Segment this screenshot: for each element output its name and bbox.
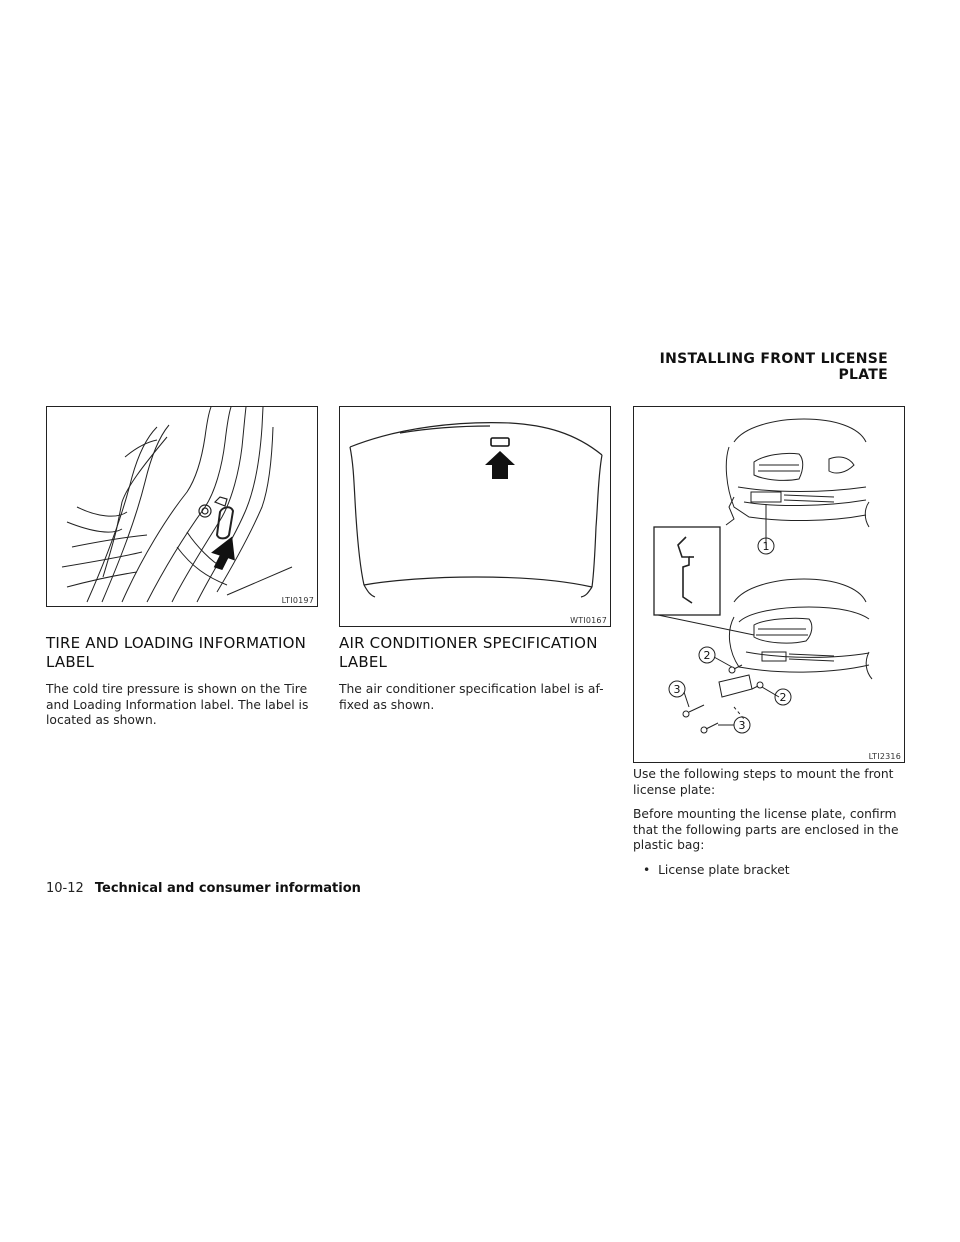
license-plate-section bbox=[633, 767, 909, 878]
callout-label: 2 bbox=[703, 649, 711, 662]
section-heading: LABEL bbox=[339, 653, 388, 671]
figure-code: LTI2316 bbox=[868, 752, 901, 761]
chapter-title: Technical and consumer information bbox=[94, 881, 361, 896]
section-title: INSTALLING FRONT LICENSE PLATE bbox=[659, 351, 888, 383]
body-text: Use the following steps to mount the front bbox=[633, 767, 894, 781]
callout-label: 3 bbox=[673, 683, 681, 696]
body-text: The cold tire pressure is shown on the Tire bbox=[46, 682, 308, 696]
tire-label-section bbox=[46, 634, 322, 729]
hood-illustration bbox=[340, 407, 610, 626]
body-text: located as shown. bbox=[46, 713, 157, 727]
body-text: The air conditioner specification label is af- bbox=[339, 682, 604, 696]
body-text: fixed as shown. bbox=[339, 697, 435, 712]
figure-code: WTI0167 bbox=[570, 616, 607, 625]
label-rectangle bbox=[491, 438, 509, 446]
figure-code: LTI0197 bbox=[281, 596, 314, 605]
callout-label: 3 bbox=[738, 719, 746, 732]
callout-label: 2 bbox=[779, 691, 787, 704]
callout-label: 1 bbox=[762, 540, 770, 553]
list-item-text: License plate bracket bbox=[658, 862, 790, 877]
list-item bbox=[633, 863, 909, 879]
arrow-icon bbox=[485, 451, 515, 479]
section-heading: LABEL bbox=[46, 653, 95, 671]
hood-label-figure bbox=[339, 406, 611, 627]
body-text: that the following parts are enclosed in the bbox=[633, 822, 899, 837]
body-text: Before mounting the license plate, confirm bbox=[633, 807, 897, 821]
license-plate-figure bbox=[633, 406, 905, 763]
tire-label-figure bbox=[46, 406, 318, 607]
body-text: plastic bag: bbox=[633, 838, 705, 852]
license-plate-illustration bbox=[634, 407, 904, 762]
section-heading: TIRE AND LOADING INFORMATION bbox=[46, 634, 307, 652]
door-pillar-illustration bbox=[47, 407, 317, 606]
detail-inset bbox=[654, 527, 720, 615]
body-text: license plate: bbox=[633, 782, 716, 797]
ac-label-section bbox=[339, 634, 615, 713]
bullet-icon: • bbox=[643, 862, 659, 877]
section-heading: AIR CONDITIONER SPECIFICATION bbox=[339, 634, 598, 652]
page-number: 10-12 bbox=[46, 881, 84, 896]
page-footer bbox=[46, 877, 361, 896]
body-text: and Loading Information label. The label is bbox=[46, 697, 309, 712]
